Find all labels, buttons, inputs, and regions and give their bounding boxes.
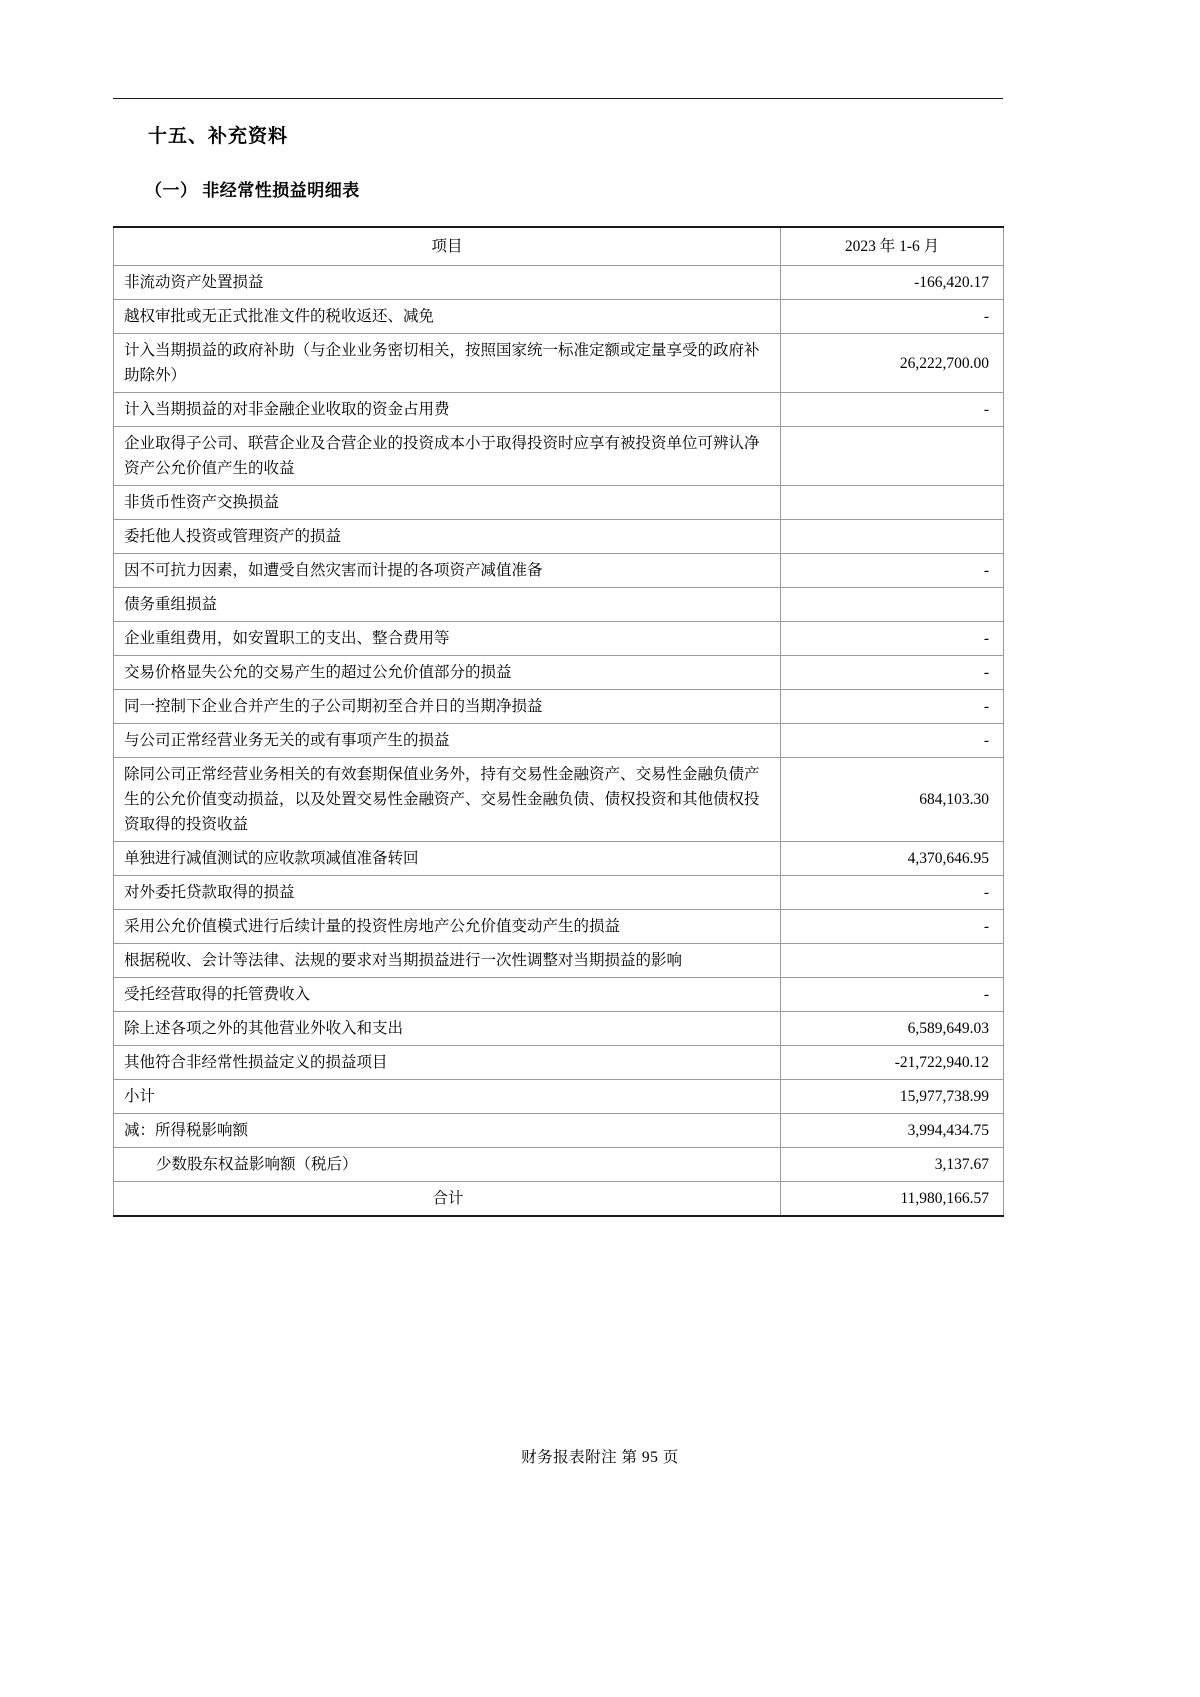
table-cell-value: - <box>781 876 1004 910</box>
table-row <box>114 520 1004 554</box>
table-row <box>114 910 1004 944</box>
table-cell-item: 小计 <box>114 1080 781 1114</box>
table-header <box>114 227 1004 266</box>
table-cell-value: 6,589,649.03 <box>781 1012 1004 1046</box>
table-row <box>114 978 1004 1012</box>
table-total-value: 11,980,166.57 <box>781 1182 1004 1217</box>
table-cell-item: 因不可抗力因素，如遭受自然灾害而计提的各项资产减值准备 <box>114 554 781 588</box>
table-cell-item: 企业重组费用，如安置职工的支出、整合费用等 <box>114 622 781 656</box>
table-row <box>114 554 1004 588</box>
column-header-item: 项目 <box>114 227 781 266</box>
column-header-period: 2023 年 1-6 月 <box>781 227 1004 266</box>
table-cell-item: 债务重组损益 <box>114 588 781 622</box>
table-cell-item: 与公司正常经营业务无关的或有事项产生的损益 <box>114 724 781 758</box>
table-cell-value <box>781 520 1004 554</box>
table-cell-value: - <box>781 393 1004 427</box>
table-cell-item: 交易价格显失公允的交易产生的超过公允价值部分的损益 <box>114 656 781 690</box>
table-row <box>114 300 1004 334</box>
table-cell-value <box>781 427 1004 486</box>
table-row <box>114 622 1004 656</box>
table-cell-value: - <box>781 690 1004 724</box>
table-row <box>114 1046 1004 1080</box>
table-cell-value: 3,137.67 <box>781 1148 1004 1182</box>
table-cell-item: 计入当期损益的对非金融企业收取的资金占用费 <box>114 393 781 427</box>
page-content <box>113 120 1003 1217</box>
page-top-rule <box>113 98 1003 99</box>
table-row <box>114 724 1004 758</box>
table-cell-item: 除同公司正常经营业务相关的有效套期保值业务外，持有交易性金融资产、交易性金融负债产生的公允价值变动损益，以及处置交易性金融资产、交易性金融负债、债权投资和其他债权投资取得的投资收益 <box>114 758 781 842</box>
table-cell-value: 26,222,700.00 <box>781 334 1004 393</box>
table-cell-item: 非货币性资产交换损益 <box>114 486 781 520</box>
table-cell-value: -166,420.17 <box>781 266 1004 300</box>
table-row <box>114 1148 1004 1182</box>
table-cell-item: 其他符合非经常性损益定义的损益项目 <box>114 1046 781 1080</box>
table-cell-value: 15,977,738.99 <box>781 1080 1004 1114</box>
table-row <box>114 1080 1004 1114</box>
table-row <box>114 690 1004 724</box>
table-cell-value <box>781 486 1004 520</box>
table-row <box>114 758 1004 842</box>
table-cell-item: 除上述各项之外的其他营业外收入和支出 <box>114 1012 781 1046</box>
table-cell-value: - <box>781 724 1004 758</box>
table-body <box>114 266 1004 1217</box>
table-row <box>114 334 1004 393</box>
table-row <box>114 1012 1004 1046</box>
table-row <box>114 486 1004 520</box>
table-cell-value: - <box>781 978 1004 1012</box>
table-cell-item: 计入当期损益的政府补助（与企业业务密切相关，按照国家统一标准定额或定量享受的政府补助除外） <box>114 334 781 393</box>
table-total-label: 合计 <box>114 1182 781 1217</box>
section-title: 十五、补充资料 <box>148 126 289 147</box>
table-row <box>114 588 1004 622</box>
table-cell-item: 少数股东权益影响额（税后） <box>114 1148 781 1182</box>
table-cell-value: - <box>781 554 1004 588</box>
table-cell-item: 非流动资产处置损益 <box>114 266 781 300</box>
table-row <box>114 266 1004 300</box>
non-recurring-profit-loss-table <box>113 226 1004 1217</box>
table-cell-value: - <box>781 622 1004 656</box>
table-total-row <box>114 1182 1004 1217</box>
table-cell-value: - <box>781 910 1004 944</box>
table-cell-item: 企业取得子公司、联营企业及合营企业的投资成本小于取得投资时应享有被投资单位可辨认净资产公允价值产生的收益 <box>114 427 781 486</box>
table-cell-item: 越权审批或无正式批准文件的税收返还、减免 <box>114 300 781 334</box>
footer-label: 财务报表附注 第 95 页 <box>521 1449 679 1466</box>
table-row <box>114 656 1004 690</box>
table-row <box>114 944 1004 978</box>
table-cell-value: 684,103.30 <box>781 758 1004 842</box>
table-cell-value: 4,370,646.95 <box>781 842 1004 876</box>
table-cell-item: 受托经营取得的托管费收入 <box>114 978 781 1012</box>
table-cell-item: 采用公允价值模式进行后续计量的投资性房地产公允价值变动产生的损益 <box>114 910 781 944</box>
table-cell-item: 根据税收、会计等法律、法规的要求对当期损益进行一次性调整对当期损益的影响 <box>114 944 781 978</box>
table-cell-value: -21,722,940.12 <box>781 1046 1004 1080</box>
table-cell-item: 减：所得税影响额 <box>114 1114 781 1148</box>
table-cell-value: - <box>781 656 1004 690</box>
subsection-title: （一） 非经常性损益明细表 <box>145 181 360 200</box>
table-row <box>114 876 1004 910</box>
table-row <box>114 1114 1004 1148</box>
table-row <box>114 427 1004 486</box>
table-cell-item: 对外委托贷款取得的损益 <box>114 876 781 910</box>
table-row <box>114 842 1004 876</box>
table-cell-item: 同一控制下企业合并产生的子公司期初至合并日的当期净损益 <box>114 690 781 724</box>
table-row <box>114 393 1004 427</box>
table-header-row <box>114 227 1004 266</box>
table-cell-item: 单独进行减值测试的应收款项减值准备转回 <box>114 842 781 876</box>
table-cell-value: 3,994,434.75 <box>781 1114 1004 1148</box>
table-cell-value <box>781 588 1004 622</box>
page-footer <box>0 1445 1200 1467</box>
table-cell-value <box>781 944 1004 978</box>
table-cell-value: - <box>781 300 1004 334</box>
table-cell-item: 委托他人投资或管理资产的损益 <box>114 520 781 554</box>
